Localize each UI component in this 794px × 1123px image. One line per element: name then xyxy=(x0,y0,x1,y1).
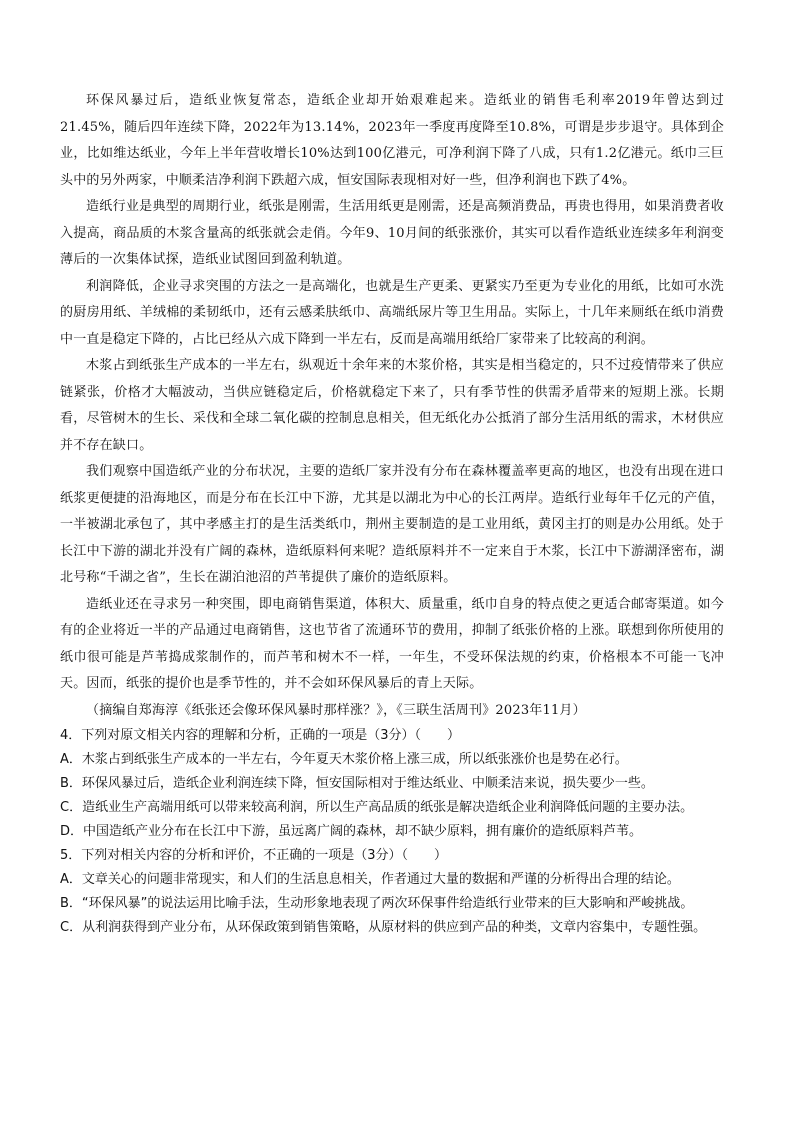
exam-page xyxy=(60,88,724,940)
passage-paragraph-5: 我们观察中国造纸产业的分布状况，主要的造纸厂家并没有分布在森林覆盖率更高的地区，也没有出现在进口纸浆更便捷的沿海地区，而是分布在长江中下游，尤其是以湖北为中心的长江两岸。造纸行业每年千亿元的产值，一半被湖北承包了，其中孝感主打的是生活类纸巾，荆州主要制造的是工业用纸，黄冈主打的则是办公用纸。处于长江中下游的湖北并没有广阔的森林，造纸原料何来呢？造纸原料并不一定来自于木浆，长江中下游湖泽密布，湖北号称“千湖之省”，生长在湖泊池沼的芦苇提供了廉价的造纸原料。 xyxy=(60,464,724,585)
passage-paragraph-2: 造纸行业是典型的周期行业，纸张是刚需，生活用纸更是刚需，还是高频消费品，再贵也得用，如果消费者收入提高，商品质的木浆含量高的纸张就会走俏。今年9、10月间的纸张涨价，其实可以看作造纸业连续多年利润变薄后的一次集体试探，造纸业试图回到盈利轨道。 xyxy=(60,199,724,267)
passage-paragraph-1: 环保风暴过后，造纸业恢复常态，造纸企业却开始艰难起来。造纸业的销售毛利率2019年曾达到过21.45%，随后四年连续下降，2022年为13.14%，2023年一季度再度降至10.8%，可谓是步步退守。具体到企业，比如维达纸业，今年上半年营收增长10%达到100亿港元，可净利润下降了八成，只有1.2亿港元。纸巾三巨头中的另外两家，中顺柔洁净利润下跌超六成，恒安国际表现相对好一些，但净利润也下跌了4%。 xyxy=(60,93,724,188)
question-5-option-a: A．文章关心的问题非常现实，和人们的生活息息相关，作者通过大量的数据和严谨的分析得出合理的结论。 xyxy=(60,872,680,887)
question-5-stem: 5．下列对相关内容的分析和评价，不正确的一项是（3分）（ ） xyxy=(60,848,448,863)
question-4 xyxy=(60,724,724,844)
question-5 xyxy=(60,844,724,940)
passage-paragraph-4: 木浆占到纸张生产成本的一半左右，纵观近十余年来的木浆价格，其实是相当稳定的，只不过疫情带来了供应链紧张，价格才大幅波动，当供应链稳定后，价格就稳定下来了，只有季节性的供需矛盾带来的短期上涨。长期看，尽管树木的生长、采伐和全球二氧化碳的控制息息相关，但无纸化办公抵消了部分生活用纸的需求，木材供应并不存在缺口。 xyxy=(60,358,724,453)
reading-passage xyxy=(60,88,724,724)
question-section xyxy=(60,724,724,940)
question-4-stem: 4．下列对原文相关内容的理解和分析，正确的一项是（3分）（ ） xyxy=(60,728,461,743)
question-4-option-c: C．造纸业生产高端用纸可以带来较高利润，所以生产高品质的纸张是解决造纸企业利润降低问题的主要办法。 xyxy=(60,800,694,815)
passage-paragraph-3: 利润降低，企业寻求突围的方法之一是高端化，也就是生产更柔、更紧实乃至更为专业化的用纸，比如可水洗的厨房用纸、羊绒棉的柔韧纸巾，还有云感柔肤纸巾、高端纸尿片等卫生用品。实际上，十几年来厕纸在纸巾消费中一直是稳定下降的，占比已经从六成下降到一半左右，反而是高端用纸给厂家带来了比较高的利润。 xyxy=(60,278,724,347)
question-5-option-b: B．“环保风暴”的说法运用比喻手法，生动形象地表现了两次环保事件给造纸行业带来的巨大影响和严峻挑战。 xyxy=(60,896,694,911)
question-4-option-d: D．中国造纸产业分布在长江中下游，虽远离广阔的森林，却不缺少原料，拥有廉价的造纸原料芦苇。 xyxy=(60,824,643,839)
question-4-option-a: A．木浆占到纸张生产成本的一半左右，今年夏天木浆价格上涨三成，所以纸张涨价也是势在必行。 xyxy=(60,752,628,767)
question-4-option-b: B．环保风暴过后，造纸企业利润连续下降，恒安国际相对于维达纸业、中顺柔洁来说，损失要少一些。 xyxy=(60,776,654,791)
question-5-option-c: C．从利润获得到产业分布，从环保政策到销售策略，从原材料的供应到产品的种类，文章内容集中，专题性强。 xyxy=(60,920,707,935)
passage-source: （摘编自郑海淳《纸张还会像环保风暴时那样涨？》，《三联生活周刊》2023年11月） xyxy=(86,702,586,718)
passage-paragraph-6: 造纸业还在寻求另一种突围，即电商销售渠道，体积大、质量重，纸巾自身的特点使之更适合邮寄渠道。如今有的企业将近一半的产品通过电商销售，这也节省了流通环节的费用，抑制了纸张价格的上涨。联想到你所使用的纸巾很可能是芦苇捣成浆制作的，而芦苇和树木不一样，一年生，不受环保法规的约束，价格根本不可能一飞冲天。因而，纸张的提价也是季节性的，并不会如环保风暴后的青上天际。 xyxy=(60,596,724,691)
